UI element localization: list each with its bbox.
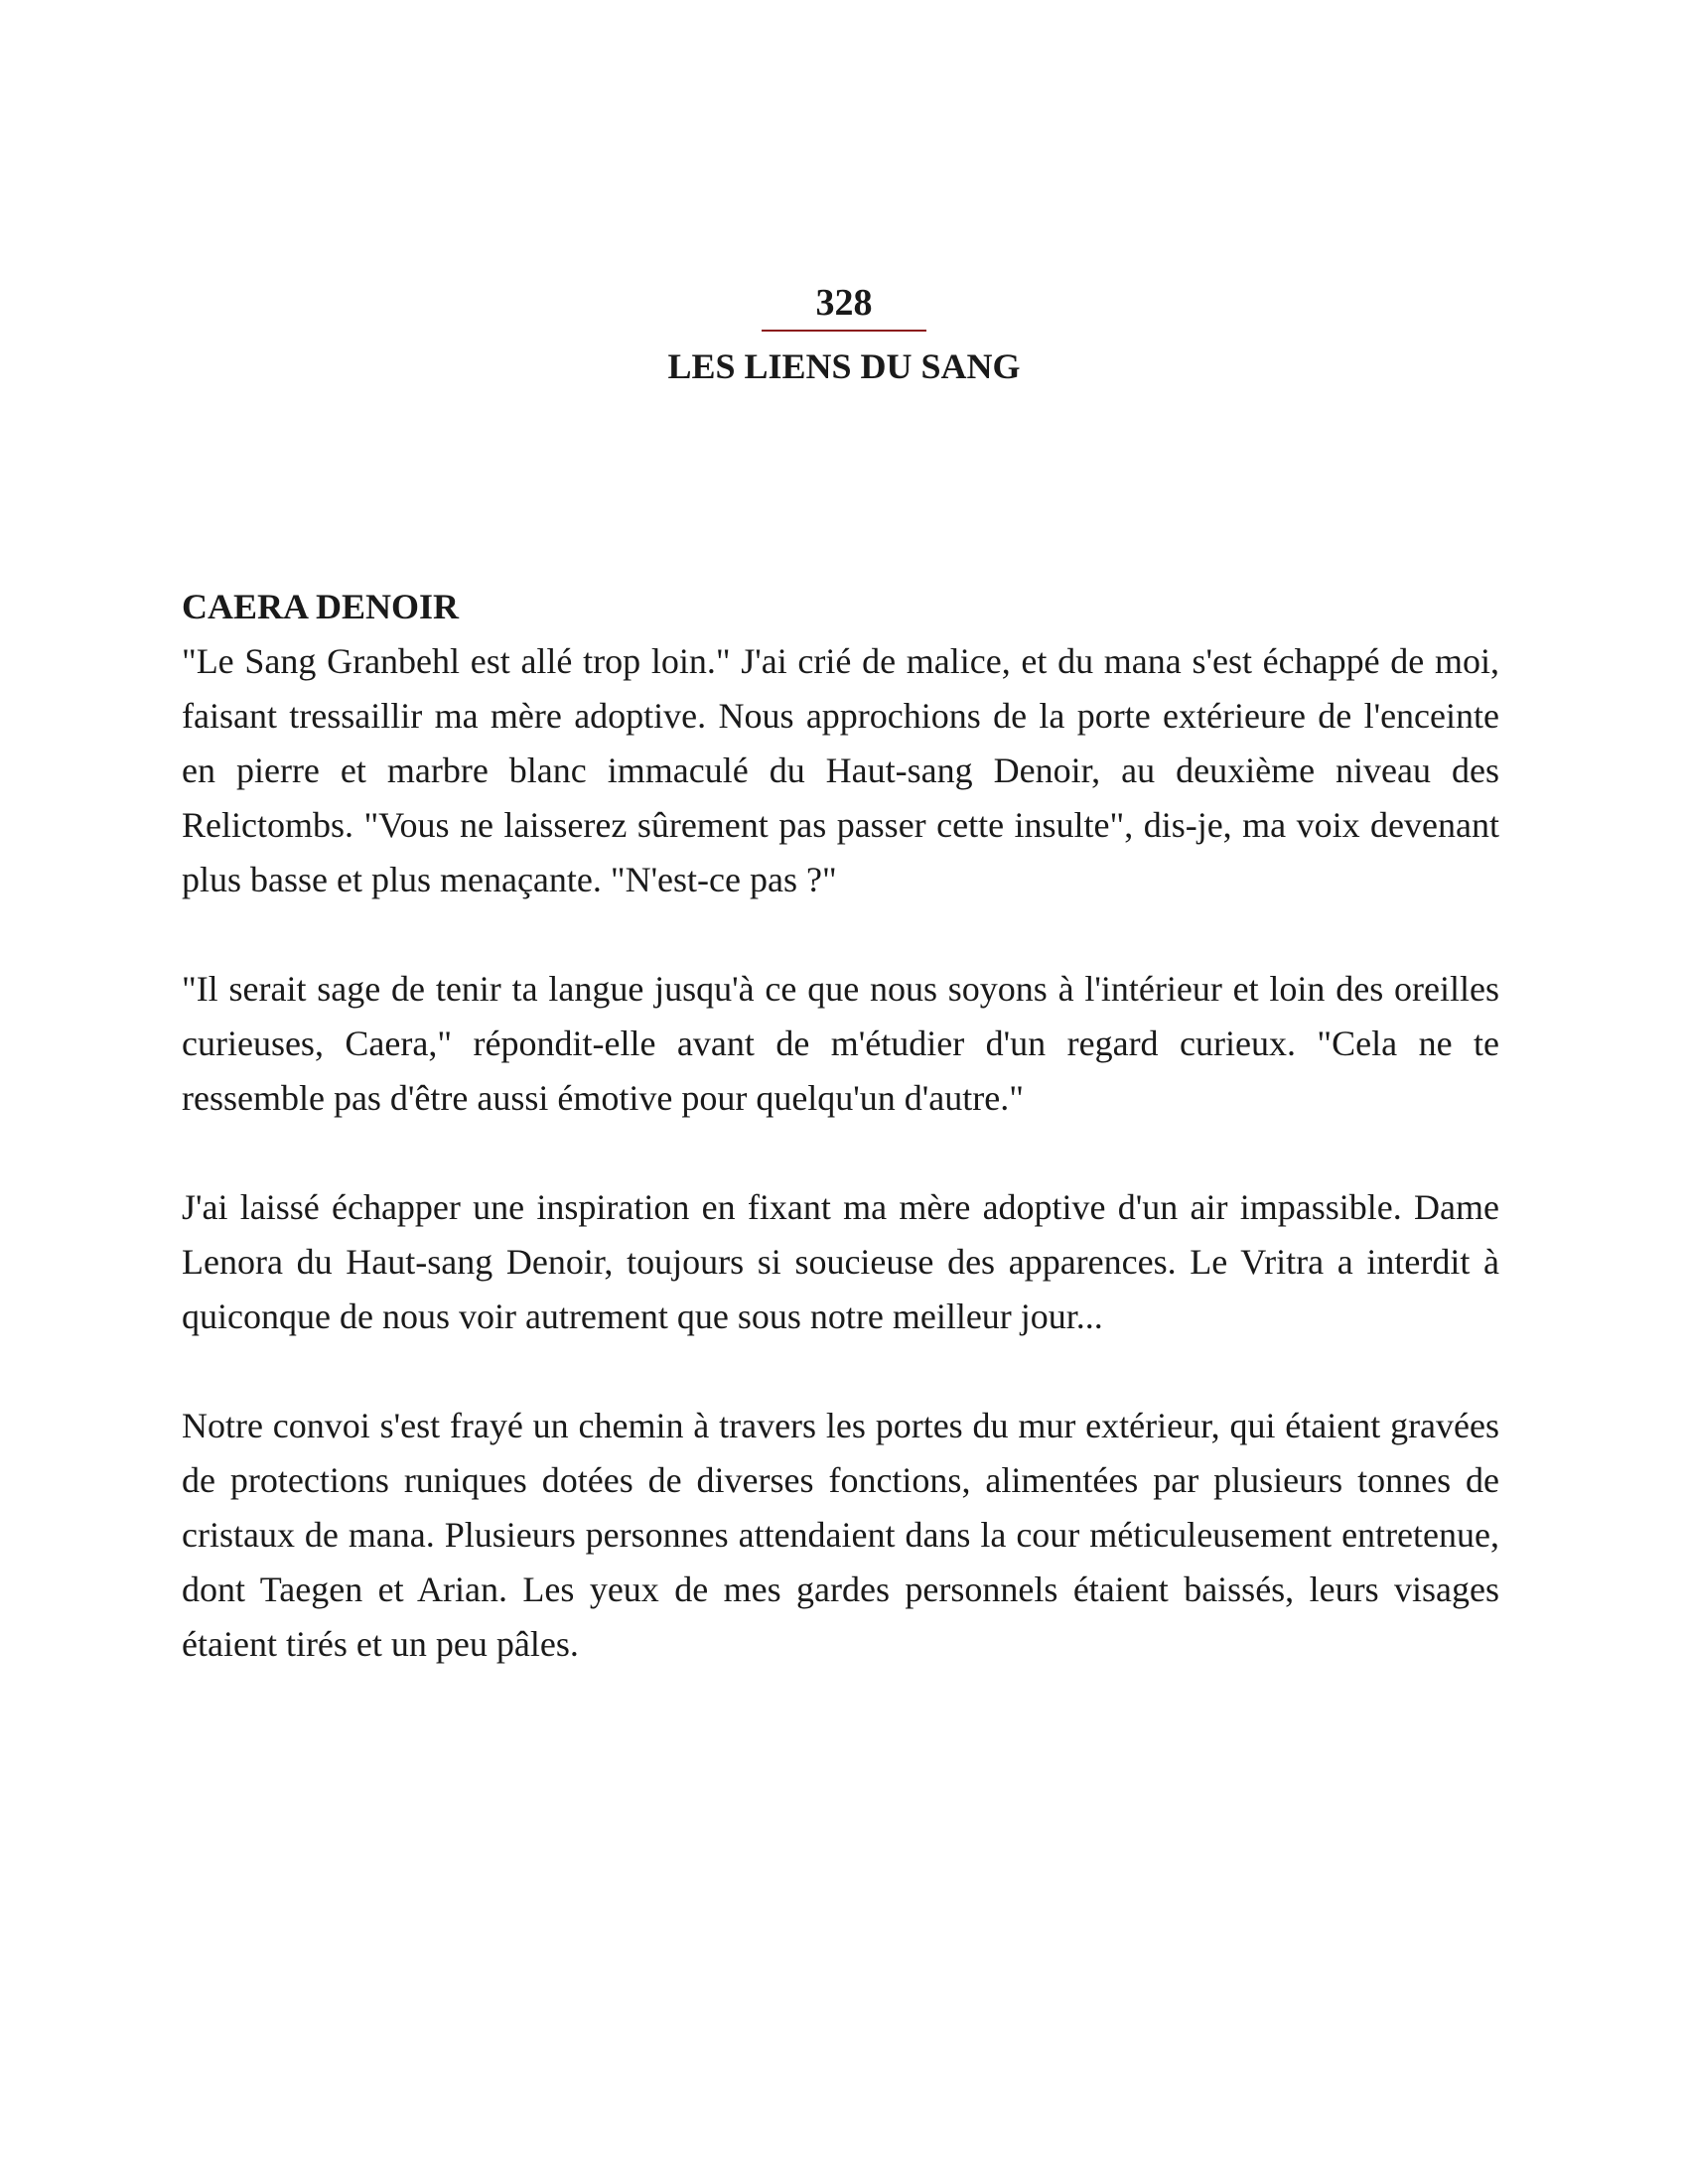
chapter-header bbox=[0, 280, 1688, 389]
chapter-number: 328 bbox=[815, 282, 873, 324]
paragraph-1: "Le Sang Granbehl est allé trop loin." J'ai crié de malice, et du mana s'est échappé de moi, faisant tressaillir ma mère adoptive. Nous approchions de la porte extérieure de l'enceinte en pierre et marbre blanc immaculé du Haut-sang Denoir, au deuxième niveau des Relictombs. "Vous ne laisserez sûrement pas passer cette insulte", dis-je, ma voix devenant plus basse et plus menaçante. "N'est-ce pas ?" bbox=[182, 641, 1499, 899]
section-heading: CAERA DENOIR bbox=[182, 587, 460, 626]
paragraph-4: Notre convoi s'est frayé un chemin à travers les portes du mur extérieur, qui étaient gravées de protections runiques dotées de diverses fonctions, alimentées par plusieurs tonnes de cristaux de mana. Plusieurs personnes attendaient dans la cour méticuleusement entretenue, dont Taegen et Arian. Les yeux de mes gardes personnels étaient baissés, leurs visages étaient tirés et un peu pâles. bbox=[182, 1406, 1499, 1664]
chapter-body bbox=[182, 580, 1499, 1726]
chapter-divider bbox=[762, 330, 926, 332]
chapter-title: LES LIENS DU SANG bbox=[667, 346, 1021, 386]
paragraph-3: J'ai laissé échapper une inspiration en fixant ma mère adoptive d'un air impassible. Dame Lenora du Haut-sang Denoir, toujours si soucieuse des apparences. Le Vritra a interdit à quiconque de nous voir autrement que sous notre meilleur jour... bbox=[182, 1187, 1499, 1336]
paragraph-2: "Il serait sage de tenir ta langue jusqu'à ce que nous soyons à l'intérieur et loin des oreilles curieuses, Caera," répondit-elle avant de m'étudier d'un regard curieux. "Cela ne te ressemble pas d'être aussi émotive pour quelqu'un d'autre." bbox=[182, 969, 1499, 1118]
